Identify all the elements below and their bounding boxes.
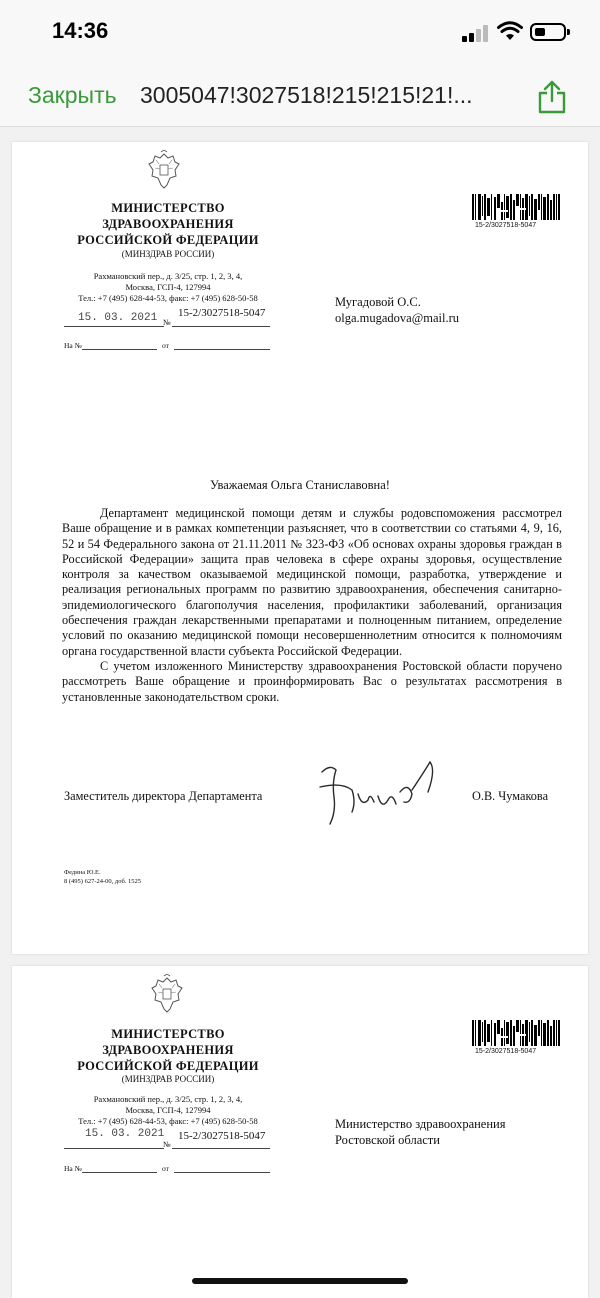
barcode-number: 15-2/3027518-5047 xyxy=(475,222,537,229)
reference-date-line xyxy=(174,1172,270,1173)
ministry-line-2: ЗДРАВООХРАНЕНИЯ xyxy=(102,1043,234,1057)
battery-icon xyxy=(530,23,566,41)
wifi-icon xyxy=(497,20,523,42)
date-underline xyxy=(64,326,164,327)
reference-date-label: от xyxy=(162,1164,169,1173)
body-paragraph-1: Департамент медицинской помощи детям и службы родовспоможения рассмотрел Ваше обращение и в рамках компетенции разъясняет, что в соответствии со статьями 4, 9, 16, 52 и 54 Федерального закона от 21.11.2011 № 323-ФЗ «Об основах охраны здоровья граждан в Российской Федерации» защита прав человека в сфере охраны здоровья, осуществление контроля за качеством оказываемой медицинской помощи, разработка, утверждение и реализация региональных программ по развитию здравоохранения, обеспечения санитарно-эпидемиологического благополучия населения, профилактики заболеваний, организация обеспечения граждан лекарственными препаратами и полноценным питанием, определение условий по оказанию медицинской помощи несовершеннолетним относится к полномочиям органа государственной власти субъекта Российской Федерации. xyxy=(62,506,562,658)
reference-date-label: от xyxy=(162,341,169,350)
ministry-line-1: МИНИСТЕРСТВО xyxy=(111,1027,225,1041)
share-icon[interactable] xyxy=(536,80,568,114)
recipient-line-2: Ростовской области xyxy=(335,1133,440,1147)
ministry-line-3: РОССИЙСКОЙ ФЕДЕРАЦИИ xyxy=(77,1059,259,1073)
executor-info xyxy=(64,868,141,886)
registration-number: 15-2/3027518-5047 xyxy=(178,1130,266,1142)
coat-of-arms-emblem xyxy=(150,974,184,1014)
recipient-email: olga.mugadova@mail.ru xyxy=(335,311,459,325)
ministry-short-name: (МИНЗДРАВ РОССИИ) xyxy=(121,1074,215,1084)
document-page-1 xyxy=(12,142,588,954)
home-indicator[interactable] xyxy=(192,1278,408,1284)
address-line-3: Тел.: +7 (495) 628-44-53, факс: +7 (495) 628-50-58 xyxy=(78,293,258,303)
number-sign: № xyxy=(163,318,171,327)
ministry-line-2: ЗДРАВООХРАНЕНИЯ xyxy=(102,217,234,231)
address-line-1: Рахмановский пер., д. 3/25, стр. 1, 2, 3, 4, xyxy=(93,1094,243,1104)
ministry-address xyxy=(57,1094,279,1127)
document-title: 3005047!3027518!215!215!21!... xyxy=(140,82,473,108)
date-underline xyxy=(64,1148,164,1149)
document-page-2 xyxy=(12,966,588,1298)
ministry-address xyxy=(57,271,279,304)
barcode-number: 15-2/3027518-5047 xyxy=(475,1048,537,1055)
signer-name: О.В. Чумакова xyxy=(472,789,549,803)
number-underline xyxy=(172,1148,270,1149)
letter-body xyxy=(62,506,562,705)
signer-title: Заместитель директора Департамента xyxy=(64,789,263,803)
address-line-2: Москва, ГСП-4, 127994 xyxy=(125,1105,211,1115)
executor-phone: 8 (495) 627-24-00, доб. 1525 xyxy=(64,878,142,885)
salutation: Уважаемая Ольга Станиславовна! xyxy=(210,478,390,492)
registration-number: 15-2/3027518-5047 xyxy=(178,307,266,319)
recipient-block xyxy=(335,294,459,326)
ministry-short-name: (МИНЗДРАВ РОССИИ) xyxy=(121,249,215,259)
recipient-line-1: Министерство здравоохранения xyxy=(335,1117,506,1131)
reference-date-line xyxy=(174,349,270,350)
reference-number-line xyxy=(82,349,157,350)
executor-name: Федина Ю.Е. xyxy=(64,869,101,876)
body-paragraph-2: С учетом изложенного Министерству здравоохранения Ростовской области поручено рассмотреть Ваше обращение и проинформировать Вас о результатах рассмотрения в установленные законодательством сроки. xyxy=(62,658,562,704)
ministry-line-1: МИНИСТЕРСТВО xyxy=(111,201,225,215)
cellular-signal-icon xyxy=(462,24,490,42)
registration-date: 15. 03. 2021 xyxy=(78,312,158,324)
address-line-2: Москва, ГСП-4, 127994 xyxy=(125,282,211,292)
recipient-block xyxy=(335,1116,505,1148)
address-line-3: Тел.: +7 (495) 628-44-53, факс: +7 (495) 628-50-58 xyxy=(78,1116,258,1126)
coat-of-arms-emblem xyxy=(147,150,181,190)
registration-date: 15. 03. 2021 xyxy=(85,1128,165,1140)
ministry-line-3: РОССИЙСКОЙ ФЕДЕРАЦИИ xyxy=(77,233,259,247)
barcode-image xyxy=(472,194,560,220)
reference-number-line xyxy=(82,1172,157,1173)
status-bar xyxy=(0,0,600,64)
reference-number-label: На № xyxy=(64,1164,82,1173)
viewer-toolbar xyxy=(0,64,600,127)
barcode-image xyxy=(472,1020,560,1046)
handwritten-signature xyxy=(312,752,442,832)
ministry-name xyxy=(68,1026,268,1074)
recipient-name: Мугадовой О.С. xyxy=(335,295,421,309)
address-line-1: Рахмановский пер., д. 3/25, стр. 1, 2, 3, 4, xyxy=(93,271,243,281)
close-button[interactable]: Закрыть xyxy=(28,82,117,108)
status-time: 14:36 xyxy=(52,18,109,43)
reference-number-label: На № xyxy=(64,341,82,350)
number-underline xyxy=(172,326,270,327)
ministry-name xyxy=(68,200,268,248)
number-sign: № xyxy=(163,1140,171,1149)
